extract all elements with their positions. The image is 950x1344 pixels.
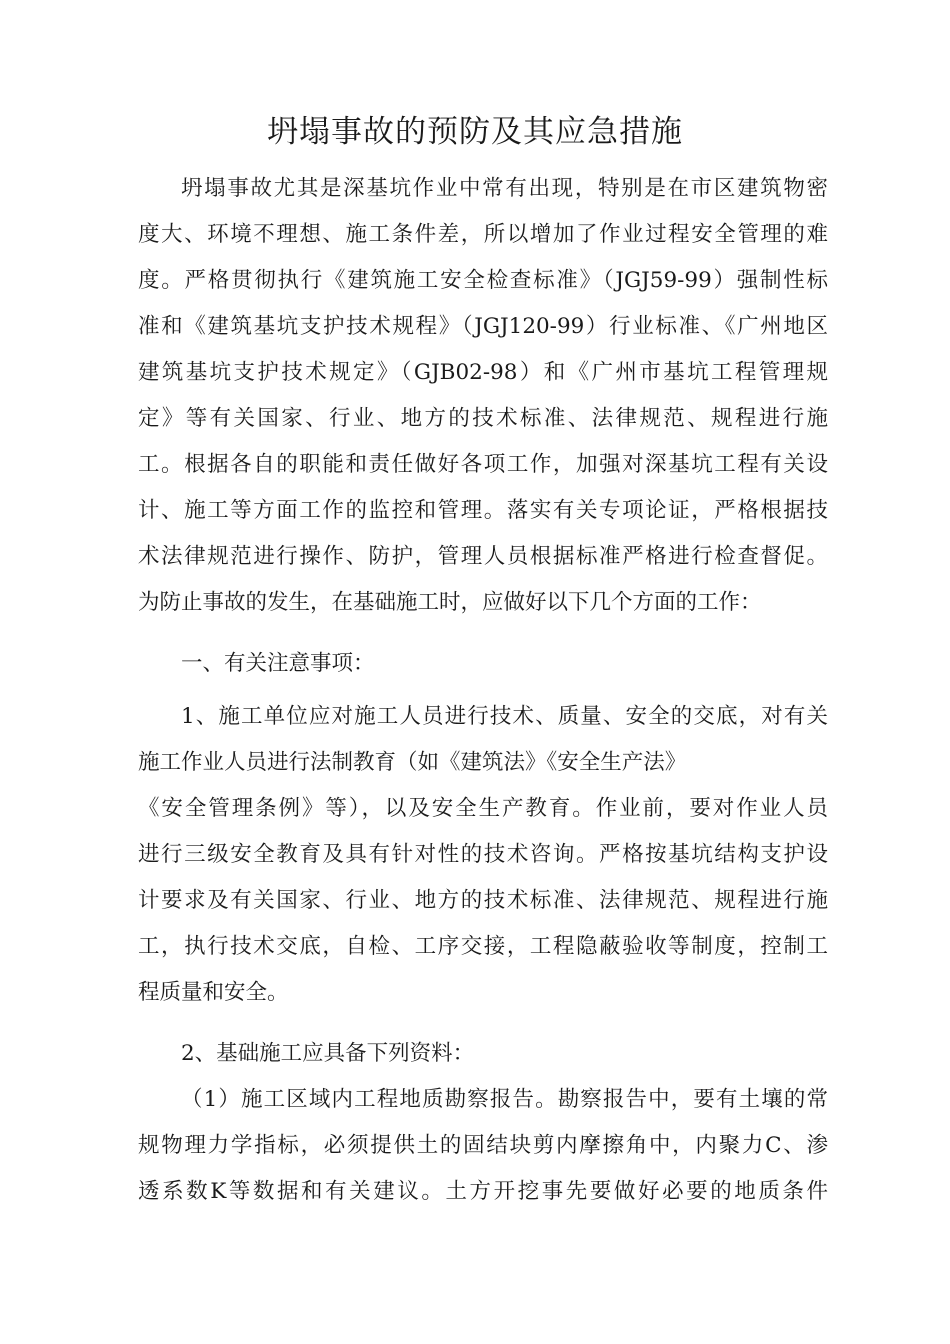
paragraph-line: 术法律规范进行操作、防护，管理人员根据标准严格进行检查督促。 [138,544,828,569]
paragraph-line: 规物理力学指标，必须提供土的固结块剪内摩擦角中，内聚力C、渗 [138,1133,828,1158]
document-title: 坍塌事故的预防及其应急措施 [267,114,683,150]
subsection-heading: 2、基础施工应具备下列资料： [181,1041,475,1066]
paragraph-line: 工，执行技术交底，自检、工序交接，工程隐蔽验收等制度，控制工 [138,934,828,959]
paragraph-line: 建筑基坑支护技术规定》（GJB02-98）和《广州市基坑工程管理规 [138,360,828,385]
paragraph-line: 进行三级安全教育及具有针对性的技术咨询。严格按基坑结构支护设 [138,842,828,867]
paragraph-line: 施工作业人员进行法制教育（如《建筑法》《安全生产法》 [138,750,687,775]
paragraph-line: 程质量和安全。 [138,980,289,1005]
paragraph-line: （1）施工区域内工程地质勘察报告。勘察报告中，要有土壤的常 [181,1087,828,1112]
paragraph-line: 计要求及有关国家、行业、地方的技术标准、法律规范、规程进行施 [138,888,828,913]
paragraph-line: 坍塌事故尤其是深基坑作业中常有出现，特别是在市区建筑物密 [181,176,828,201]
paragraph-line: 1、施工单位应对施工人员进行技术、质量、安全的交底，对有关 [181,704,828,729]
paragraph-line: 为防止事故的发生，在基础施工时，应做好以下几个方面的工作： [138,590,762,615]
paragraph-line: 《安全管理条例》等），以及安全生产教育。作业前，要对作业人员 [138,796,828,821]
paragraph-line: 度大、环境不理想、施工条件差，所以增加了作业过程安全管理的难 [138,222,828,247]
paragraph-line: 透系数K等数据和有关建议。土方开挖事先要做好必要的地质条件 [138,1179,828,1204]
paragraph-line: 准和《建筑基坑支护技术规程》（JGJ120-99）行业标准、《广州地区 [138,314,828,339]
paragraph-line: 计、施工等方面工作的监控和管理。落实有关专项论证，严格根据技 [138,498,828,523]
section-heading: 一、有关注意事项： [181,651,375,676]
paragraph-line: 定》等有关国家、行业、地方的技术标准、法律规范、规程进行施 [138,406,828,431]
paragraph-line: 度。严格贯彻执行《建筑施工安全检查标准》（JGJ59-99）强制性标 [138,268,828,293]
paragraph-line: 工。根据各自的职能和责任做好各项工作，加强对深基坑工程有关设 [138,452,828,477]
